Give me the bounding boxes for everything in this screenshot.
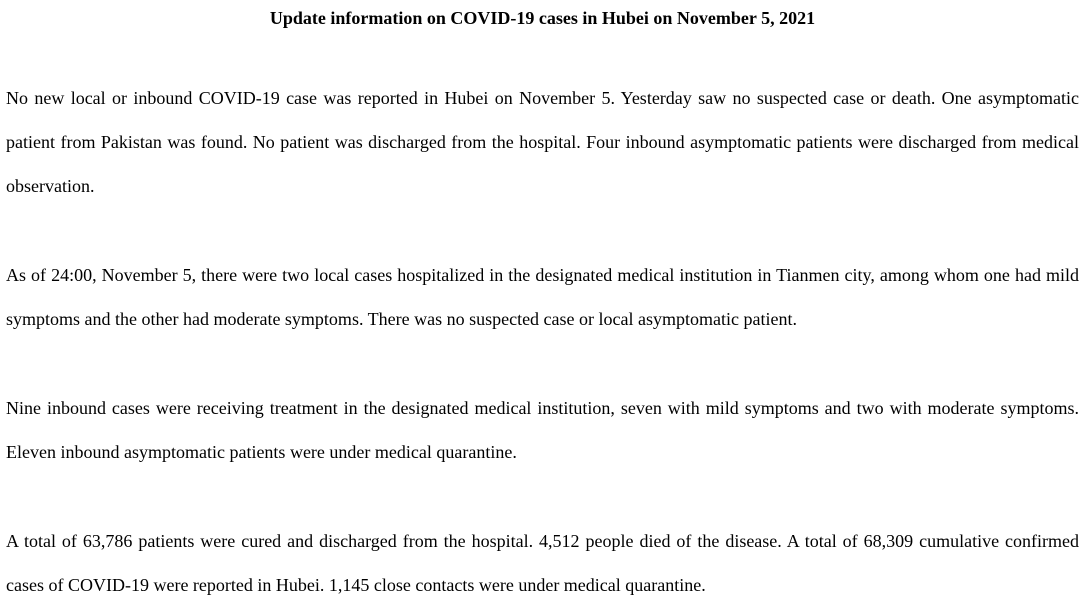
paragraph-local-hospitalized: As of 24:00, November 5, there were two local cases hospitalized in the designated medical institution in Tianmen city, among whom one had mild symptoms and the other had moderate symptoms. There was no suspected case or local asymptomatic patient. (6, 265, 1079, 329)
paragraph-new-cases: No new local or inbound COVID-19 case was reported in Hubei on November 5. Yesterday saw no suspected case or death. One asymptomatic patient from Pakistan was found. No patient was discharged from the hospital. Four inbound asymptomatic patients were discharged from medical observation. (6, 88, 1079, 196)
document-title: Update information on COVID-19 cases in Hubei on November 5, 2021 (269, 8, 816, 28)
paragraph-inbound-treatment: Nine inbound cases were receiving treatment in the designated medical institution, seven with mild symptoms and two with moderate symptoms. Eleven inbound asymptomatic patients were under medical quarantine. (6, 398, 1079, 462)
paragraph-cumulative-totals: A total of 63,786 patients were cured and discharged from the hospital. 4,512 people died of the disease. A total of 68,309 cumulative confirmed cases of COVID-19 were reported in Hubei. 1,145 close contacts were under medical quarantine. (6, 531, 1079, 595)
